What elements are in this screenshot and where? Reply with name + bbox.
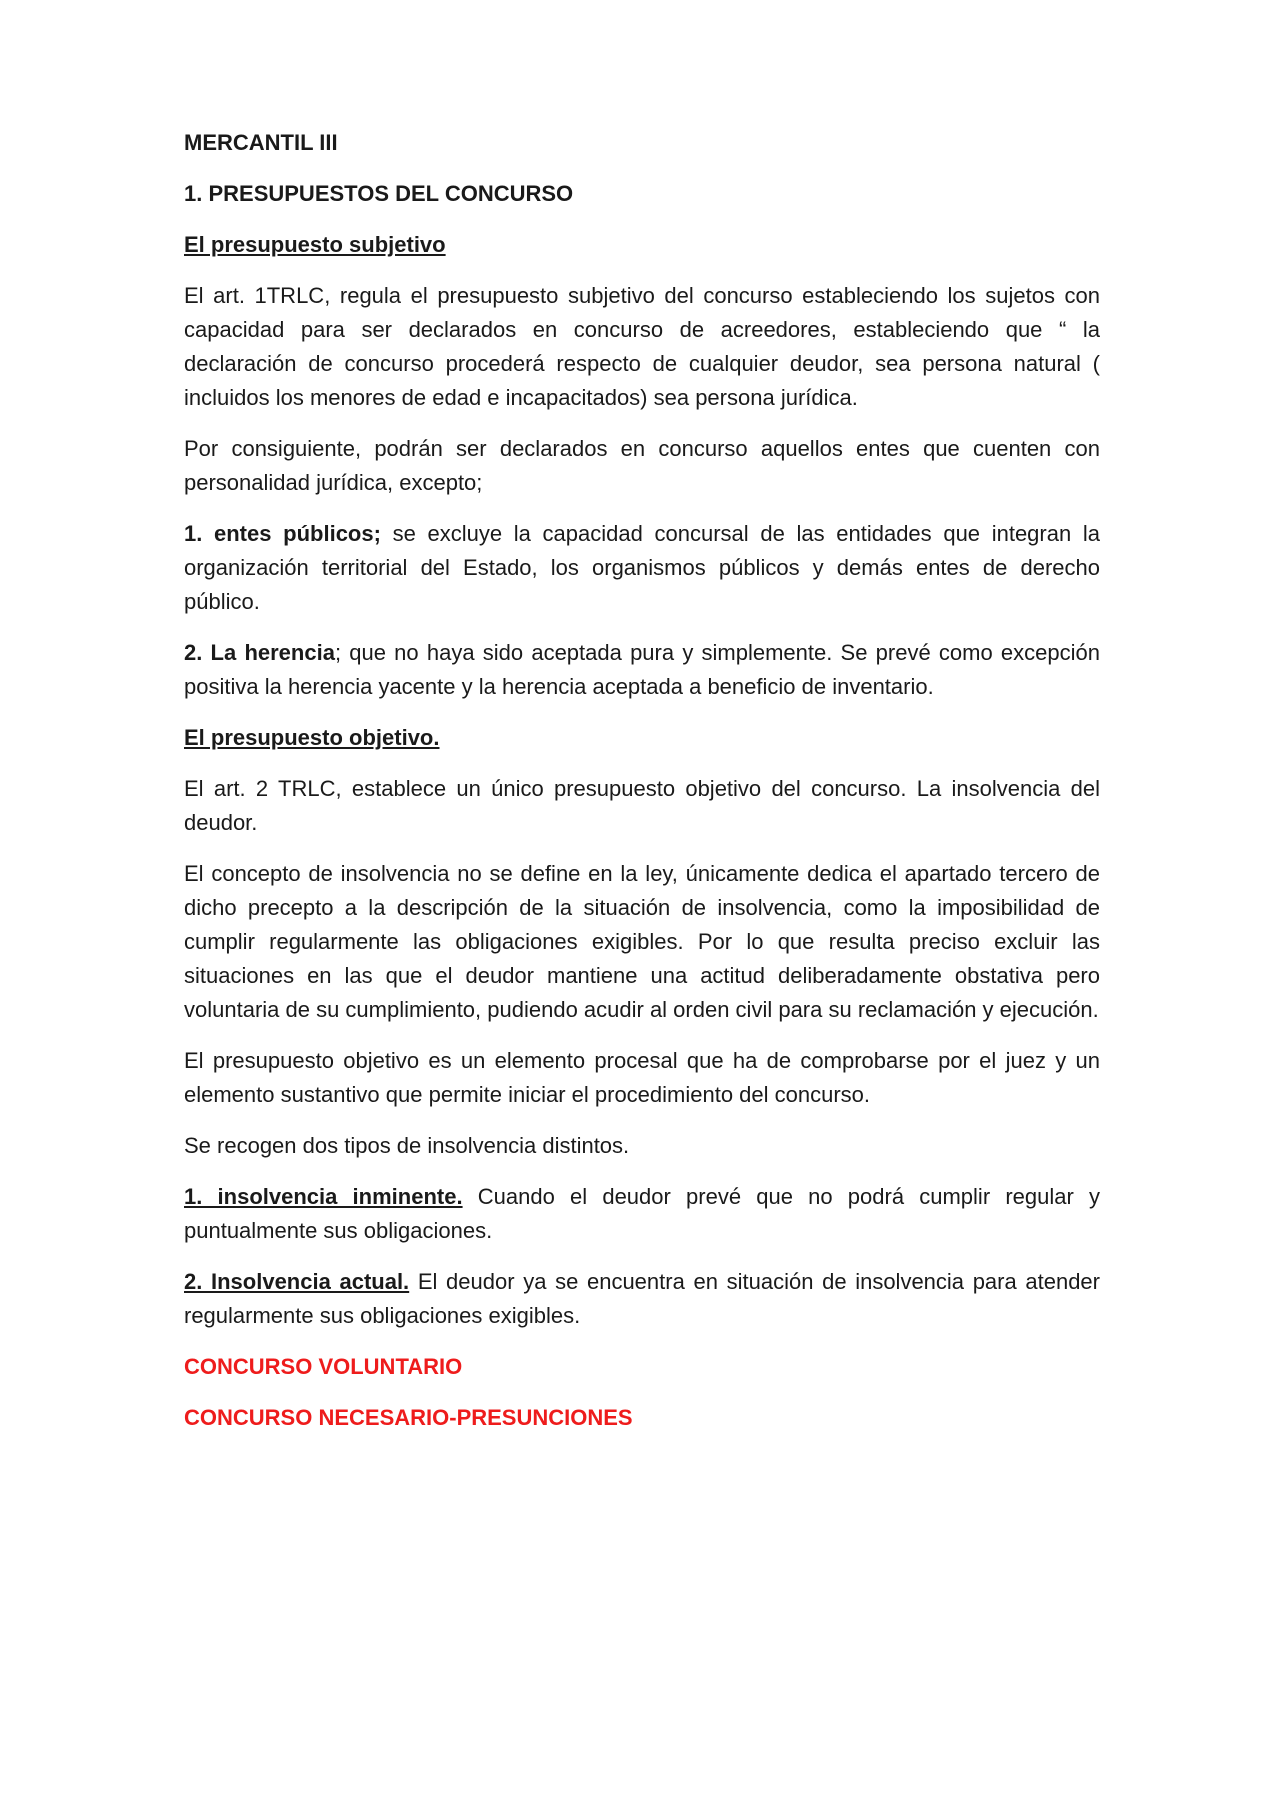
list-item-entes-publicos (184, 517, 1100, 619)
list-item-label: 1. insolvencia inminente. (184, 1184, 463, 1209)
subheading-subjetivo: El presupuesto subjetivo (184, 232, 446, 257)
document-title: MERCANTIL III (184, 130, 338, 155)
document-body (184, 126, 1100, 1452)
list-item-text: El deudor ya se encuentra en situación de insolvencia para atender regularmente sus obligaciones exigibles. (184, 1269, 1100, 1328)
list-item-text: ; que no haya sido aceptada pura y simplemente. Se prevé como excepción positiva la herencia yacente y la herencia aceptada a beneficio de inventario. (184, 640, 1100, 699)
list-item-label: 1. entes públicos; (184, 521, 381, 546)
list-item-text: Cuando el deudor prevé que no podrá cumplir regular y puntualmente sus obligaciones. (184, 1184, 1101, 1243)
paragraph-objetivo-2: El concepto de insolvencia no se define en la ley, únicamente dedica el apartado tercero de dicho precepto a la descripción de la situación de insolvencia, como la imposibilidad de cumplir regularmente las obligaciones exigibles. Por lo que resulta preciso excluir las situaciones en las que el deudor mantiene una actitud deliberadamente obstativa pero voluntaria de su cumplimiento, pudiendo acudir al orden civil para su reclamación y ejecución. (184, 861, 1100, 1022)
paragraph-subjetivo-1: El art. 1TRLC, regula el presupuesto subjetivo del concurso estableciendo los sujetos con capacidad para ser declarados en concurso de acreedores, estableciendo que “ la declaración de concurso procederá respecto de cualquier deudor, sea persona natural ( incluidos los menores de edad e incapacitados) sea persona jurídica. (184, 283, 1100, 410)
subheading-objetivo: El presupuesto objetivo. (184, 725, 440, 750)
paragraph-objetivo-1: El art. 2 TRLC, establece un único presupuesto objetivo del concurso. La insolvencia del deudor. (184, 776, 1100, 835)
paragraph-subjetivo-2: Por consiguiente, podrán ser declarados en concurso aquellos entes que cuenten con personalidad jurídica, excepto; (184, 436, 1100, 495)
list-item-insolvencia-inminente (184, 1180, 1100, 1248)
paragraph-objetivo-4: Se recogen dos tipos de insolvencia distintos. (184, 1133, 630, 1158)
list-item-label: 2. Insolvencia actual. (184, 1269, 410, 1294)
list-item-herencia (184, 636, 1100, 704)
red-heading-concurso-voluntario: CONCURSO VOLUNTARIO (184, 1354, 463, 1379)
list-item-text: se excluye la capacidad concursal de las entidades que integran la organización territorial del Estado, los organismos públicos y demás entes de derecho público. (184, 521, 1100, 614)
section-heading-presupuestos: 1. PRESUPUESTOS DEL CONCURSO (184, 181, 574, 206)
list-item-insolvencia-actual (184, 1265, 1100, 1333)
red-heading-concurso-necesario: CONCURSO NECESARIO-PRESUNCIONES (184, 1405, 633, 1430)
paragraph-objetivo-3: El presupuesto objetivo es un elemento procesal que ha de comprobarse por el juez y un elemento sustantivo que permite iniciar el procedimiento del concurso. (184, 1048, 1100, 1107)
list-item-label: 2. La herencia (184, 640, 335, 665)
